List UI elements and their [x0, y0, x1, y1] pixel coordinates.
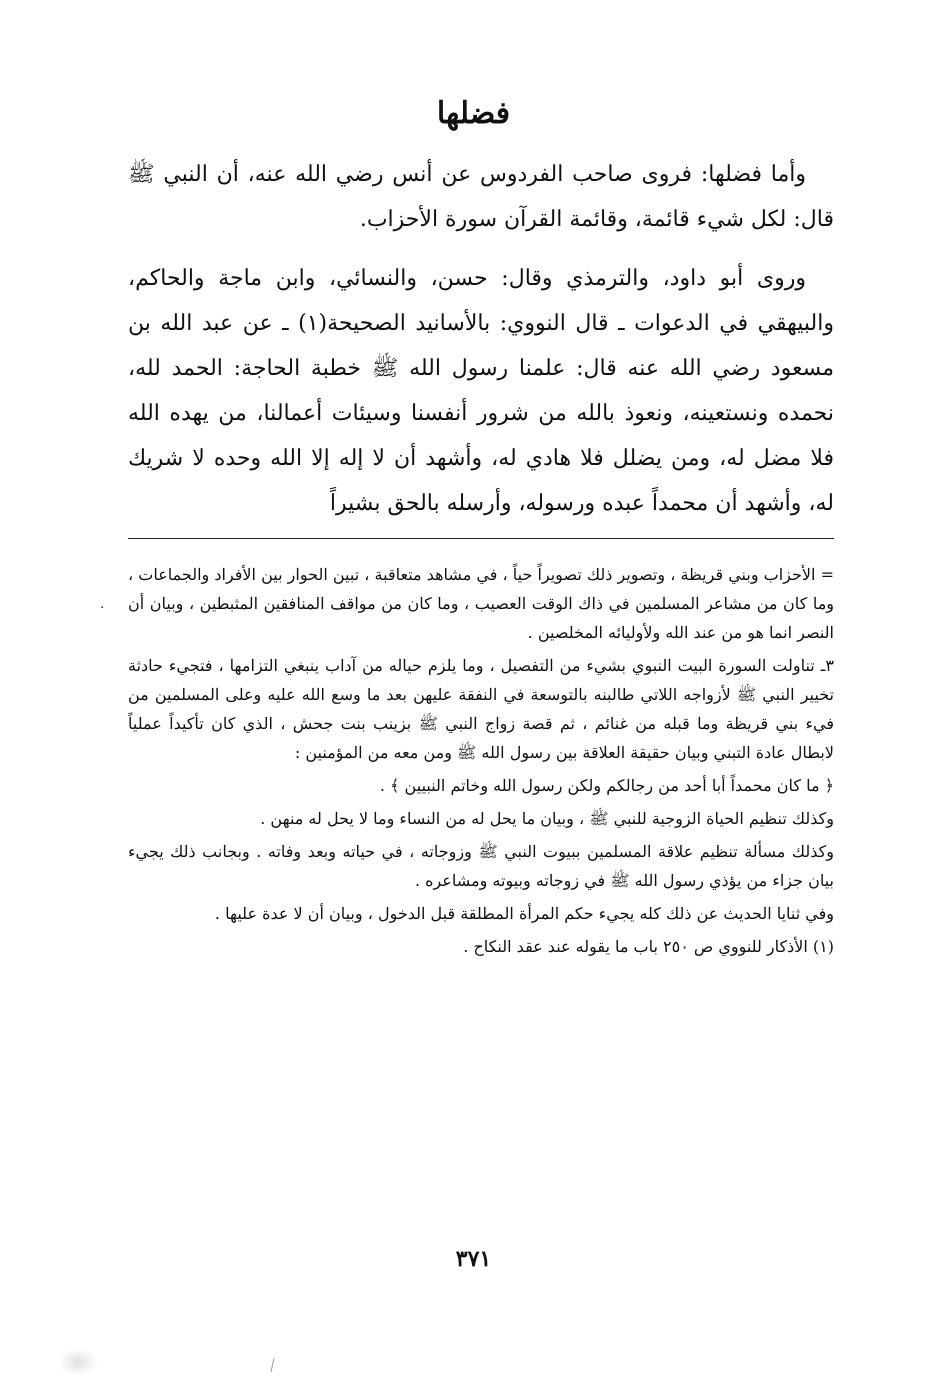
scan-smudge: [58, 1348, 98, 1376]
note-quran-verse: ﴿ ما كان محمداً أبا أحد من رجالكم ولكن رسول الله وخاتم النبيين ﴾ .: [379, 776, 834, 795]
note-continuation: = الأحزاب وبني قريظة ، وتصوير ذلك تصويراً حياً ، في مشاهد متعاقبة ، تبين الحوار بين الأفراد والجماعات ، وما كان من مشاعر المسلمين في ذاك الوقت العصيب ، وما كان من مواقف المنافقين المثبطين ، وبيان أن النصر انما هو من عند الله ولأوليائه المخلصين .: [128, 565, 834, 642]
scan-mark: [271, 1358, 275, 1372]
note-marital-life: وكذلك تنظيم الحياة الزوجية للنبي ﷺ ، وبيان ما يحل له من النساء وما لا يحل له منهن .: [260, 809, 834, 828]
margin-mark: ·: [100, 600, 105, 616]
page-number: ٣٧١: [455, 1246, 492, 1272]
paragraph-virtue: وأما فضلها: فروى صاحب الفردوس عن أنس رضي الله عنه، أن النبي ﷺ قال: لكل شيء قائمة، وقائمة القرآن سورة الأحزاب.: [128, 162, 834, 232]
main-text: [128, 152, 834, 526]
note-point-3: ٣ـ تناولت السورة البيت النبوي بشيء من التفصيل ، وما يلزم حياله من آداب ينبغي التزامها ، فتجيء حادثة تخيير النبي ﷺ لأزواجه اللاتي طالبنه بالتوسعة في النفقة عليهن بعد ما وسع الله عليه وعلى المسلمين من فيء بني قريظة وما قبله من غنائم ، ثم قصة زواج النبي ﷺ بزينب بنت جحش ، الذي كان تأكيداً عملياً لابطال عادة التبني وبيان حقيقة العلاقة بين رسول الله ﷺ ومن معه من المؤمنين :: [128, 656, 834, 762]
section-heading: فضلها: [436, 96, 511, 131]
paragraph-hadith: وروى أبو داود، والترمذي وقال: حسن، والنسائي، وابن ماجة والحاكم، والبيهقي في الدعوات ـ قال النووي: بالأسانيد الصحيحة(١) ـ عن عبد الله بن مسعود رضي الله عنه قال: علمنا رسول الله ﷺ خطبة الحاجة: الحمد لله، نحمده ونستعينه، ونعوذ بالله من شرور أنفسنا وسيئات أعمالنا، من يهده الله فلا مضل له، ومن يضلل فلا هادي له، وأشهد أن لا إله إلا الله وحده لا شريك له، وأشهد أن محمداً عبده ورسوله، وأرسله بالحق بشيراً: [128, 266, 834, 516]
note-prophet-houses: وكذلك مسألة تنظيم علاقة المسلمين ببيوت النبي ﷺ وزوجاته ، في حياته وبعد وفاته . وبجانب ذلك يجيء بيان جزاء من يؤذي رسول الله ﷺ في زوجاته وبيوته ومشاعره .: [128, 842, 834, 890]
note-divorce-ruling: وفي ثنايا الحديث عن ذلك كله يجيء حكم المرأة المطلقة قبل الدخول ، وبيان أن لا عدة عليها .: [214, 904, 834, 923]
footnote-reference: (١) الأذكار للنووي ص ٢٥٠ باب ما يقوله عند عقد النكاح .: [463, 937, 834, 956]
footnote-divider: [128, 538, 834, 539]
footnotes: [128, 560, 834, 961]
